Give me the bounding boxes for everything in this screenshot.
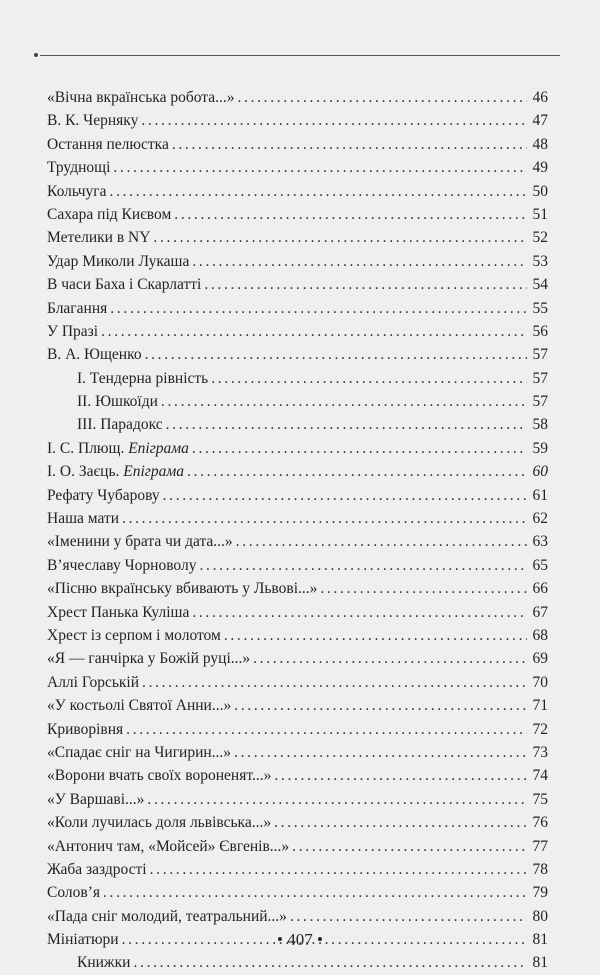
toc-entry-page: 62 — [532, 510, 548, 528]
toc-entry-title-text: Жаба заздрості — [47, 860, 147, 878]
toc-entry-title-text: Сахара під Києвом — [47, 205, 172, 223]
toc-entry-title — [47, 530, 233, 553]
dot-leader — [253, 647, 527, 670]
toc-entry-title-text: Остання пелюстка — [47, 135, 169, 153]
dot-leader — [236, 530, 527, 553]
toc-entry — [47, 367, 548, 390]
toc-entry-title — [47, 671, 139, 694]
toc-entry-page: 47 — [532, 112, 548, 130]
toc-entry — [47, 484, 548, 507]
toc-entry-title — [47, 203, 171, 226]
toc-entry — [47, 156, 548, 179]
toc-entry-title-text: «Антонич там, «Мойсей» Євгенів...» — [47, 837, 290, 855]
toc-entry-title-text: Удар Миколи Лукаша — [47, 252, 190, 270]
toc-entry-title — [47, 180, 107, 203]
toc-entry-title — [47, 343, 142, 366]
toc-entry-page: 58 — [532, 416, 548, 434]
toc-entry-page: 71 — [532, 697, 548, 715]
dot-leader — [163, 484, 527, 507]
dot-leader — [142, 671, 527, 694]
toc-entry — [47, 203, 548, 226]
toc-entry-title-text: Метелики в NY — [47, 229, 151, 247]
toc-entry-title — [47, 788, 144, 811]
toc-entry — [47, 741, 548, 764]
dot-leader — [141, 109, 527, 132]
dot-leader — [211, 367, 527, 390]
toc-entry-title — [47, 507, 119, 530]
toc-entry-page: 57 — [532, 369, 548, 387]
toc-entry-page: 73 — [532, 743, 548, 761]
toc-entry — [47, 835, 548, 858]
toc-entry-title-text: «Пісню вкраїнську вбивають у Львові...» — [47, 580, 318, 598]
toc-entry — [47, 601, 548, 624]
toc-entry-title — [47, 718, 123, 741]
dot-leader — [234, 741, 527, 764]
toc-entry-page: 57 — [532, 346, 548, 364]
toc-entry-subtitle: Епіграма — [123, 463, 184, 481]
toc-entry-title-text: Благання — [47, 299, 108, 317]
toc-entry — [47, 320, 548, 343]
dot-leader — [161, 390, 527, 413]
toc-entry — [47, 764, 548, 787]
toc-entry-page: 46 — [532, 89, 548, 106]
toc-entry-page: 48 — [532, 135, 548, 153]
toc-entry-title — [47, 484, 160, 507]
toc-entry-title — [47, 297, 107, 320]
toc-entry — [47, 86, 548, 109]
toc-entry-title — [77, 951, 130, 974]
toc-entry-title-text: Хрест із серпом і молотом — [47, 626, 221, 644]
toc-entry-title-text: В’ячеславу Чорноволу — [47, 556, 197, 574]
dot-leader — [145, 343, 527, 366]
toc-entry-page: 50 — [532, 182, 548, 200]
toc-entry-title — [47, 226, 150, 249]
toc-entry — [47, 694, 548, 717]
toc-entry-title-text: І. О. Заєць. — [47, 463, 120, 481]
toc-entry — [47, 180, 548, 203]
toc-entry-page: 79 — [532, 884, 548, 902]
toc-entry-title-text: Криворівня — [47, 720, 124, 738]
header-rule — [40, 55, 560, 56]
toc-entry-title-text: «У Варшаві...» — [47, 790, 145, 808]
toc-entry-title — [47, 86, 234, 109]
header-rule-dot — [34, 53, 38, 57]
toc-entry-title-text: «Пада сніг молодий, театральний...» — [47, 907, 287, 925]
toc-entry-page: 81 — [532, 954, 548, 972]
toc-entry-title-text: І. С. Плющ. — [47, 439, 125, 457]
toc-entry-page: 55 — [532, 299, 548, 317]
toc-entry-title — [47, 109, 138, 132]
toc-entry-title — [47, 881, 100, 904]
dot-leader — [192, 601, 527, 624]
dot-leader — [192, 437, 527, 460]
toc-entry-title — [47, 835, 289, 858]
dot-leader — [199, 554, 527, 577]
toc-entry — [47, 951, 548, 974]
toc-entry — [47, 413, 548, 436]
toc-entry-page: 75 — [532, 790, 548, 808]
toc-entry-page: 68 — [532, 626, 548, 644]
toc-entry — [47, 718, 548, 741]
toc-entry-page: 53 — [532, 252, 548, 270]
dot-leader — [187, 460, 527, 483]
toc-entry-title — [47, 601, 189, 624]
toc-entry-title-text: ІІІ. Парадокс — [77, 416, 163, 434]
toc-entry-title-text: ІІ. Юшкоїди — [77, 393, 158, 411]
dot-leader — [192, 250, 527, 273]
toc-entry-title-text: Солов’я — [47, 884, 100, 902]
dot-leader — [224, 624, 527, 647]
dot-leader — [234, 694, 527, 717]
toc-entry — [47, 554, 548, 577]
toc-entry-title-text: І. Тендерна рівність — [77, 369, 209, 387]
toc-entry-title-text: Труднощі — [47, 159, 111, 177]
toc-entry-page: 74 — [532, 767, 548, 785]
toc-entry-subtitle: Епіграма — [128, 439, 189, 457]
toc-entry — [47, 226, 548, 249]
toc-entry-page: 72 — [532, 720, 548, 738]
toc-entry-title — [47, 577, 317, 600]
dot-leader — [153, 226, 527, 249]
toc-entry — [47, 109, 548, 132]
toc-entry — [47, 788, 548, 811]
toc-entry-page: 81 — [532, 931, 548, 949]
dot-leader — [103, 881, 527, 904]
dot-leader — [113, 156, 527, 179]
dot-leader — [133, 951, 527, 974]
toc-entry-page: 54 — [532, 276, 548, 294]
toc-entry-title-text: «Ворони вчать своїх вороненят...» — [47, 767, 272, 785]
toc-entry-title — [47, 156, 110, 179]
toc-entry-title-text: Наша мати — [47, 510, 120, 528]
toc-entry-title-text: У Празі — [47, 322, 99, 340]
dot-leader — [204, 273, 527, 296]
toc-entry-page: 70 — [532, 673, 548, 691]
toc-entry-page: 66 — [532, 580, 548, 598]
toc-entry-title-text: «Спадає сніг на Чигирин...» — [47, 743, 232, 761]
toc-entry-title — [77, 390, 158, 413]
toc-entry — [47, 577, 548, 600]
toc-entry-title-text: «Іменини у брата чи дата...» — [47, 533, 233, 551]
dot-leader — [174, 203, 527, 226]
toc-entry-page: 52 — [532, 229, 548, 247]
toc-entry-title — [47, 320, 98, 343]
toc-entry-title-text: Рефату Чубарову — [47, 486, 160, 504]
toc-entry — [47, 530, 548, 553]
dot-leader — [274, 764, 527, 787]
dot-leader — [150, 858, 527, 881]
toc-entry — [47, 343, 548, 366]
toc-entry-title-text: Кольчуга — [47, 182, 107, 200]
toc-entry — [47, 250, 548, 273]
toc-entry-page: 67 — [532, 603, 548, 621]
dot-leader — [290, 905, 527, 928]
toc-entry-title — [47, 764, 271, 787]
toc-entry-title — [47, 554, 196, 577]
toc-entry-title-text: «У костьолі Святої Анни...» — [47, 697, 232, 715]
toc-entry — [47, 460, 548, 483]
toc-entry-title-text: Аллі Горській — [47, 673, 140, 691]
toc-entry-page: 69 — [532, 650, 548, 668]
toc-entry-title-text: В. К. Черняку — [47, 112, 139, 130]
dot-leader — [172, 133, 527, 156]
toc-entry-title — [47, 741, 231, 764]
toc-entry-title-text: «Вічна вкраїнська робота...» — [47, 89, 235, 106]
toc-entry-page: 51 — [532, 205, 548, 223]
toc-entry-page: 76 — [532, 814, 548, 832]
dot-leader — [292, 835, 527, 858]
dot-leader — [126, 718, 527, 741]
toc-entry — [47, 647, 548, 670]
dot-leader — [122, 507, 527, 530]
toc-entry — [47, 811, 548, 834]
toc-entry-page: 80 — [532, 907, 548, 925]
toc-entry-title-text: В часи Баха і Скарлатті — [47, 276, 202, 294]
toc-entry-title-text: «Я — ганчірка у Божій руці...» — [47, 650, 251, 668]
toc-entry-title — [47, 905, 287, 928]
toc-entry — [47, 390, 548, 413]
toc-entry — [47, 905, 548, 928]
toc-entry — [47, 858, 548, 881]
toc-entry-page: 77 — [532, 837, 548, 855]
toc-entry-title — [47, 811, 271, 834]
toc-entry-title — [47, 437, 189, 460]
toc-entry-title — [47, 460, 184, 483]
toc-entry-title-text: Книжки — [77, 954, 131, 972]
toc-entry-page: 59 — [532, 439, 548, 457]
dot-leader — [320, 577, 527, 600]
dot-leader — [237, 86, 527, 109]
table-of-contents — [47, 86, 548, 975]
toc-entry-page: 60 — [532, 463, 548, 481]
toc-entry — [47, 507, 548, 530]
toc-entry-title — [77, 367, 208, 390]
toc-entry-page: 61 — [532, 486, 548, 504]
toc-entry-title — [47, 858, 147, 881]
toc-entry-title-text: «Коли лучилась доля львівська...» — [47, 814, 272, 832]
toc-entry-page: 57 — [532, 393, 548, 411]
toc-entry-title — [47, 133, 169, 156]
toc-entry-page: 65 — [532, 556, 548, 574]
toc-entry-title — [77, 413, 163, 436]
toc-entry — [47, 624, 548, 647]
toc-entry — [47, 881, 548, 904]
toc-entry — [47, 133, 548, 156]
toc-entry-title — [47, 250, 189, 273]
toc-entry-title-text: Мініатюри — [47, 931, 119, 949]
toc-entry-title — [47, 694, 231, 717]
toc-entry — [47, 297, 548, 320]
dot-leader — [110, 297, 527, 320]
dot-leader — [101, 320, 527, 343]
toc-entry-title — [47, 624, 221, 647]
toc-entry — [47, 437, 548, 460]
dot-leader — [110, 180, 527, 203]
dot-leader — [274, 811, 527, 834]
toc-entry-page: 78 — [532, 860, 548, 878]
toc-entry — [47, 671, 548, 694]
toc-entry-title-text: В. А. Ющенко — [47, 346, 142, 364]
dot-leader — [147, 788, 527, 811]
toc-entry-page: 49 — [532, 159, 548, 177]
toc-entry — [47, 273, 548, 296]
toc-entry-page: 56 — [532, 322, 548, 340]
dot-leader — [166, 413, 527, 436]
toc-entry-title-text: Хрест Панька Куліша — [47, 603, 190, 621]
page-number: • 407 • — [277, 930, 323, 949]
toc-entry-page: 63 — [532, 533, 548, 551]
toc-entry-title — [47, 647, 250, 670]
toc-entry-title — [47, 273, 201, 296]
